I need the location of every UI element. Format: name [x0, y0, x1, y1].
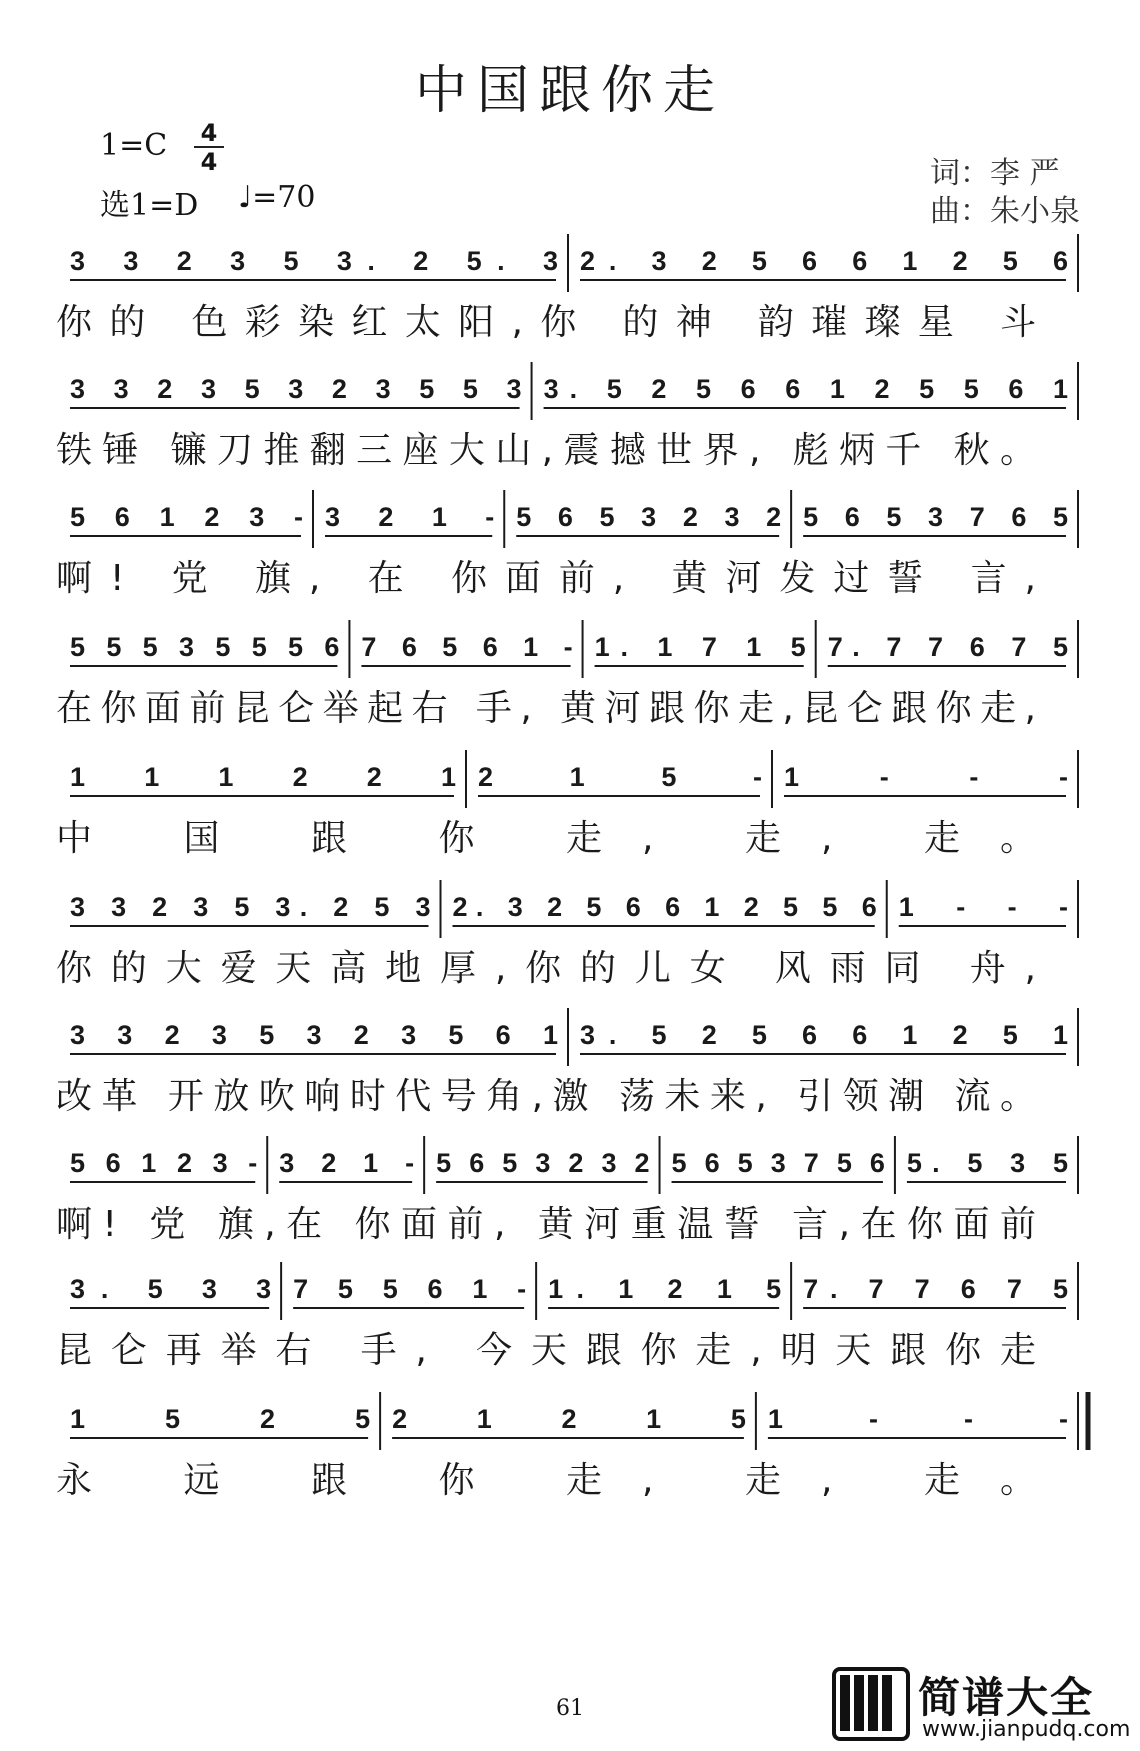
measure-notes: 7. 7 7 6 7 5: [827, 632, 1068, 662]
measure-notes: 5 5 5 3 5 5 5 6: [70, 632, 340, 662]
watermark-name: 简谱大全: [918, 1673, 1095, 1722]
watermark: [830, 1663, 1130, 1745]
measure-notes: 5 6 1 2 3 -: [70, 502, 303, 532]
measure-notes: 5 6 1 2 3 -: [70, 1148, 258, 1178]
measure-notes: 1. 1 7 1 5: [594, 632, 806, 662]
measure-notes: 3 3 2 3 5 3. 2 5 3: [70, 892, 431, 922]
score-system: [56, 620, 1078, 729]
lyrics-line: 在你面前昆仑举起右 手, 黄河跟你走,昆仑跟你走,: [56, 688, 1036, 729]
score-system: [56, 1008, 1078, 1117]
measure-notes: 5 6 5 3 7 5 6: [671, 1148, 885, 1178]
measure-notes: 2 1 2 1 5: [392, 1404, 746, 1434]
measure-notes: 3 3 2 3 5 3. 2 5. 3: [70, 246, 558, 276]
score-system: [56, 1262, 1078, 1371]
measure-notes: 2. 3 2 5 6 6 1 2 5 6: [580, 246, 1068, 276]
tempo-marking: ♩=70: [238, 180, 316, 215]
measure-notes: 3 2 1 -: [325, 502, 495, 532]
score-system: [56, 1136, 1078, 1245]
score-system: [56, 490, 1078, 599]
lyrics-line: 铁锤 镰刀推翻三座大山,震撼世界, 彪炳千 秋。: [56, 430, 1036, 471]
measure-notes: 5 6 5 3 2 3 2: [436, 1148, 650, 1178]
time-signature-denominator: 4: [200, 148, 218, 176]
lyrics-line: 你的大爱天高地厚,你的儿女 风雨同 舟,: [56, 948, 1036, 989]
measure-notes: 1 5 2 5: [70, 1404, 371, 1434]
measure-notes: 1 - - -: [898, 892, 1068, 922]
lyrics-line: 你的 色彩染红太阳,你 的神 韵璀璨星 斗: [56, 302, 1036, 343]
lyrics-line: 永 远 跟 你 走, 走, 走。: [56, 1460, 1036, 1501]
composer-credit: 曲：朱小泉: [930, 194, 1080, 229]
lyrics-line: 改革 开放吹响时代号角,激 荡未来, 引领潮 流。: [56, 1076, 1036, 1117]
score-system: [56, 750, 1078, 859]
alternate-key: 选1=D: [100, 188, 199, 223]
measure-notes: 3. 5 2 5 6 6 1 2 5 1: [580, 1020, 1068, 1050]
time-signature-numerator: 4: [194, 120, 224, 148]
measure-notes: 3 2 1 -: [279, 1148, 415, 1178]
measure-notes: 7 6 5 6 1 -: [361, 632, 573, 662]
score-system: [56, 234, 1078, 343]
measure-notes: 1. 1 2 1 5: [548, 1274, 782, 1304]
lyrics-line: 啊! 党 旗, 在 你面前, 黄河发过誓 言,: [56, 558, 1036, 599]
song-title: 中国跟你走: [414, 61, 725, 121]
measure-notes: 1 1 1 2 2 1: [70, 762, 456, 792]
score-system: [56, 1392, 1088, 1501]
page-number: 61: [556, 1696, 584, 1721]
measure-notes: 3. 5 2 5 6 6 1 2 5 5 6 1: [543, 374, 1068, 404]
score-system: [56, 880, 1078, 989]
lyrics-line: 昆仑再举右 手, 今天跟你走,明天跟你走: [56, 1330, 1036, 1371]
score-system: [56, 362, 1078, 471]
measure-notes: 2. 3 2 5 6 6 1 2 5 5 6: [452, 892, 877, 922]
watermark-url: www.jianpudq.com: [922, 1717, 1131, 1742]
measure-notes: 5 6 5 3 2 3 2: [516, 502, 782, 532]
piano-logo-icon: [832, 1667, 910, 1741]
lyrics-line: 啊! 党 旗,在 你面前, 黄河重温誓 言,在你面前: [56, 1204, 1036, 1245]
measure-notes: 7 5 5 6 1 -: [293, 1274, 527, 1304]
measure-notes: 3 3 2 3 5 3 2 3 5 6 1: [70, 1020, 558, 1050]
measure-notes: 7. 7 7 6 7 5: [803, 1274, 1068, 1304]
measure-notes: 3 3 2 3 5 3 2 3 5 5 3: [70, 374, 522, 404]
measure-notes: 1 - - -: [767, 1404, 1068, 1434]
measure-notes: 2 1 5 -: [478, 762, 762, 792]
measure-notes: 5 6 5 3 7 6 5: [803, 502, 1068, 532]
key-signature: 1=C: [100, 128, 168, 163]
measure-notes: 5. 5 3 5: [906, 1148, 1068, 1178]
measure-notes: 3. 5 3 3: [70, 1274, 272, 1304]
measure-notes: 1 - - -: [784, 762, 1068, 792]
lyrics-line: 中 国 跟 你 走, 走, 走。: [56, 818, 1036, 859]
lyricist-credit: 词：李 严: [930, 156, 1060, 191]
